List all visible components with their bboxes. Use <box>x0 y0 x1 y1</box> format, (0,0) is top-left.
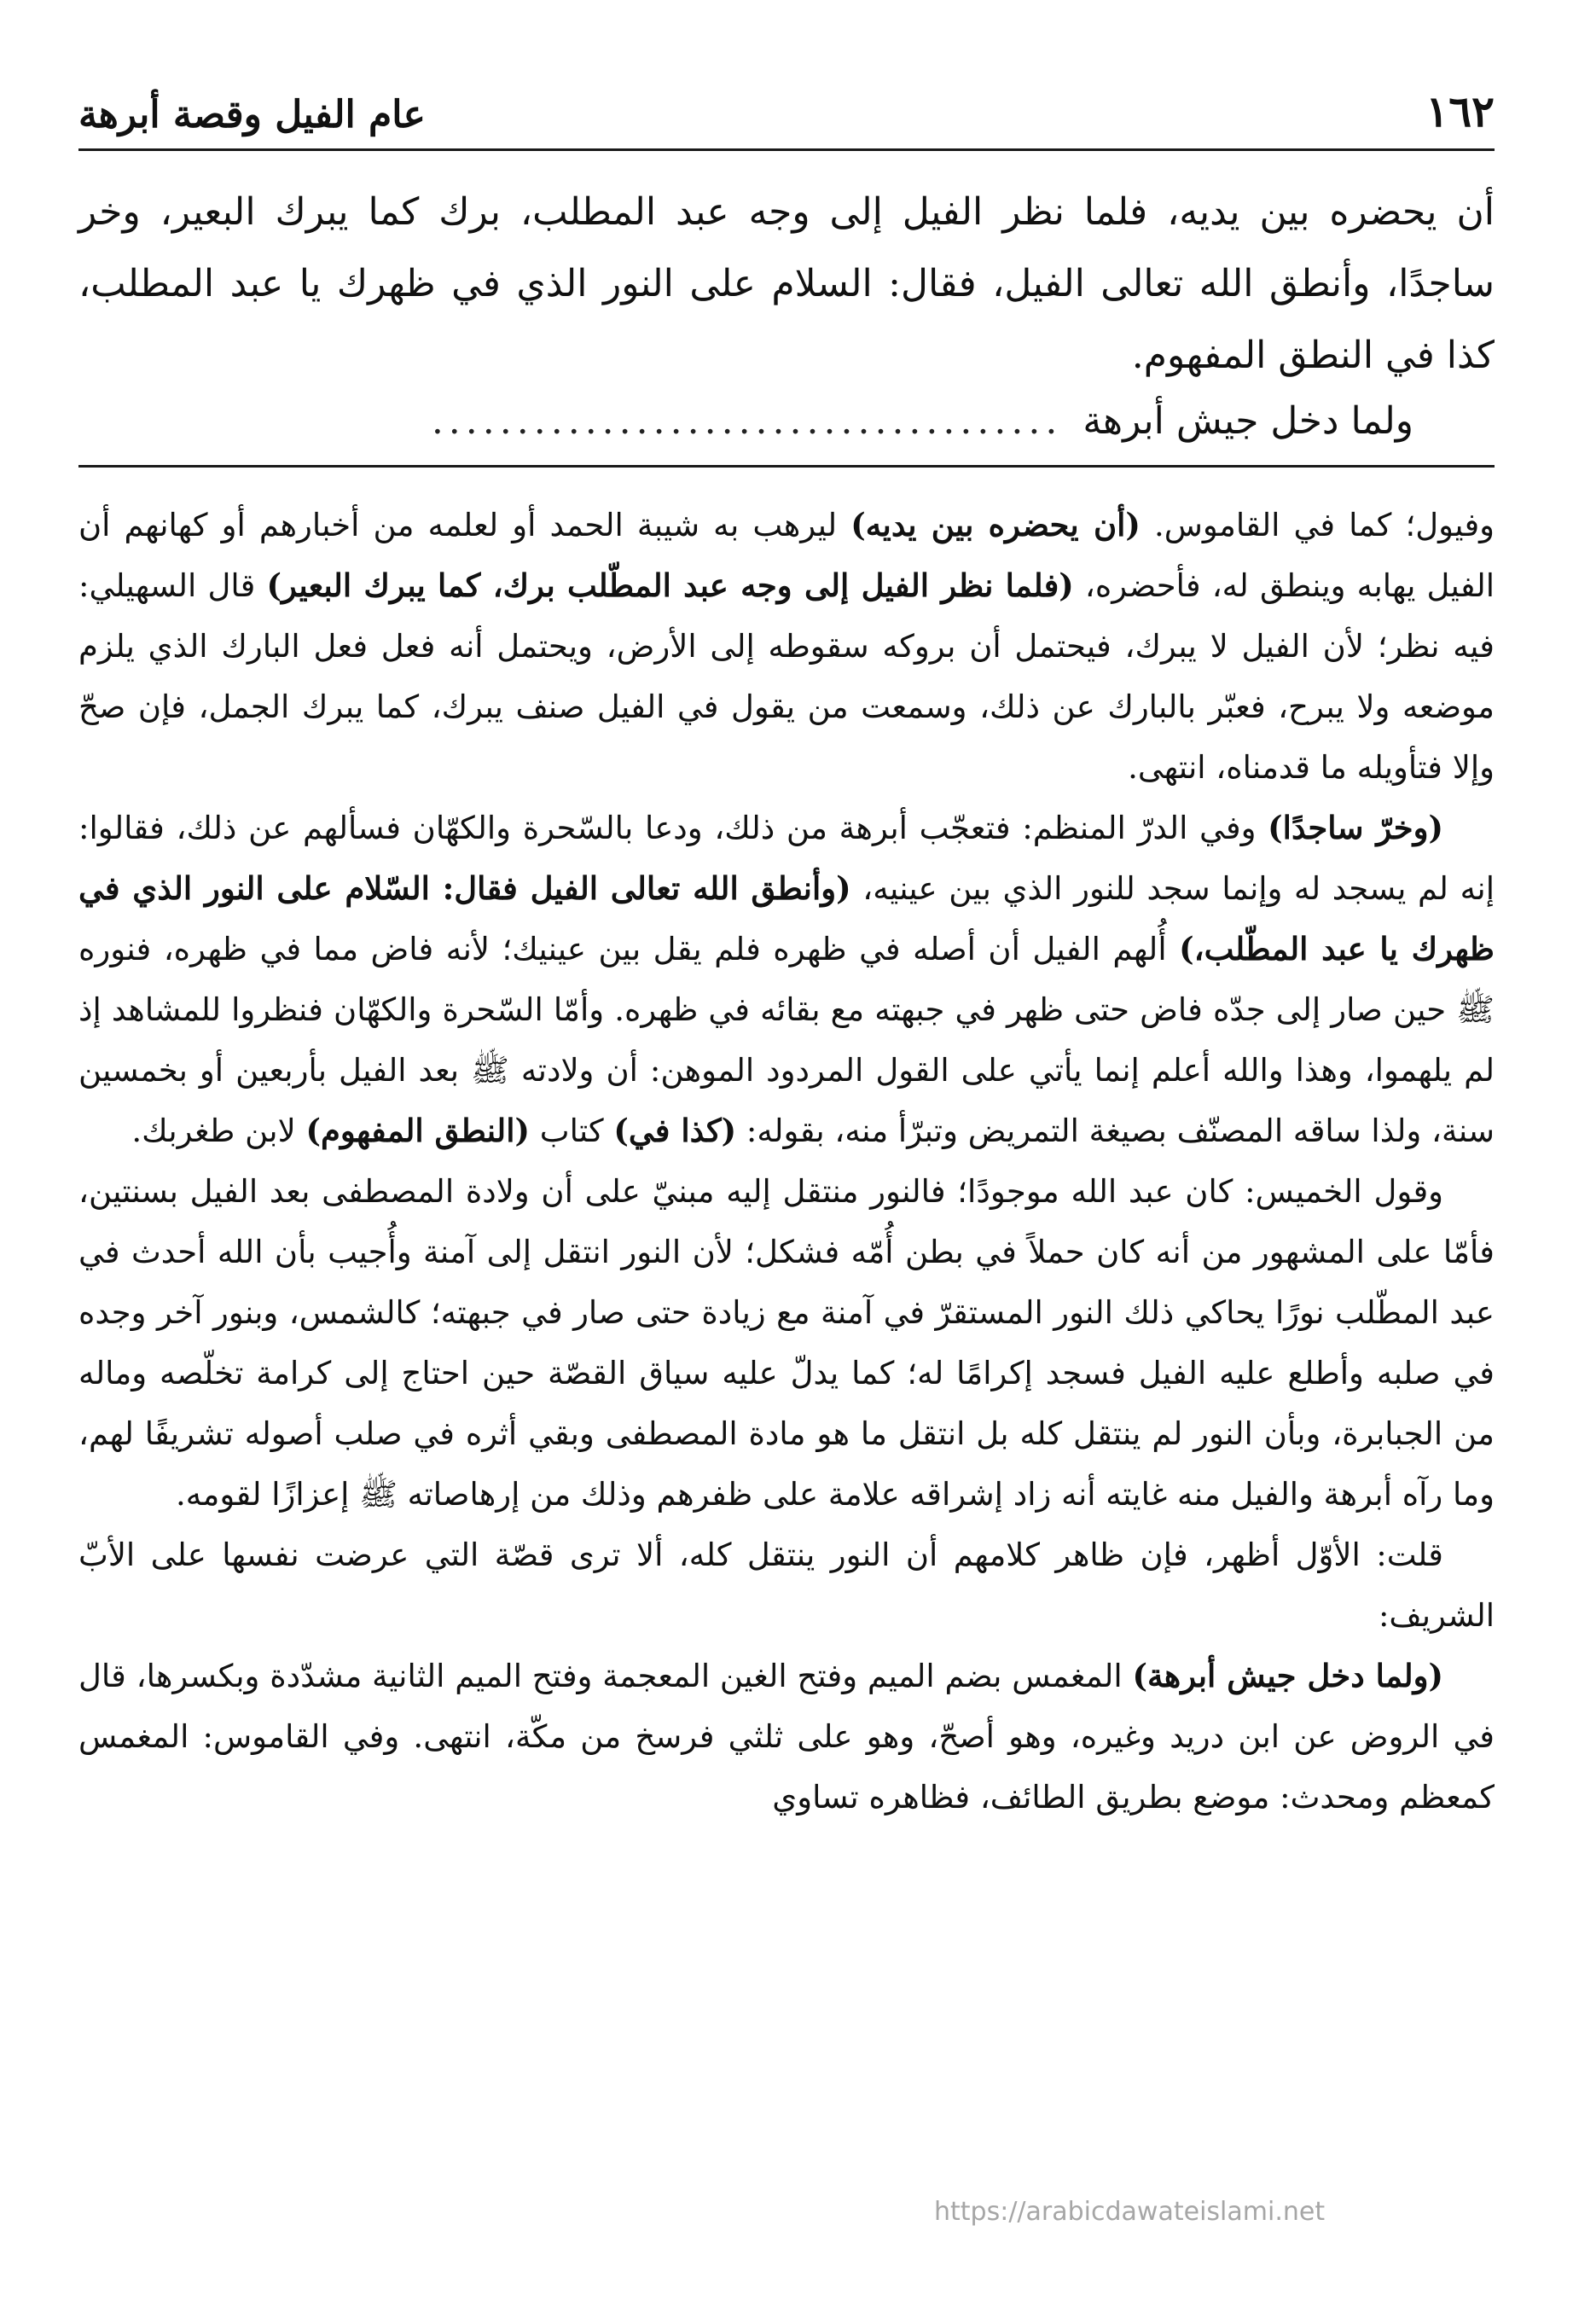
commentary-text: ليرهب به شيبة الحمد أو لعلمه من أخبارهم أو كهانهم أن الفيل يهابه وينطق له، فأحضره، <box>78 507 1495 604</box>
quoted-matn-phrase: (وخرّ ساجدًا) <box>1268 809 1443 846</box>
commentary-text: لابن طغربك. <box>131 1113 306 1149</box>
commentary-paragraph <box>78 495 1495 798</box>
commentary-text: قلت: الأوّل أظهر، فإن ظاهر كلامهم أن النور ينتقل كله، ألا ترى قصّة التي عرضت نفسها على الأبّ الشريف: <box>78 1537 1495 1634</box>
page-number: ١٦٢ <box>1425 86 1495 137</box>
continuation-line <box>78 392 1495 451</box>
commentary-paragraph <box>78 1646 1495 1827</box>
commentary <box>78 495 1495 1827</box>
quoted-matn-phrase: (أن يحضره بين يديه) <box>850 506 1141 543</box>
book-page <box>78 77 1495 1827</box>
commentary-paragraph <box>78 798 1495 1161</box>
header-rule <box>78 148 1495 151</box>
commentary-text: أُلهم الفيل أن أصله في ظهره فلم يقل بين عينيك؛ لأنه فاض مما في ظهره، فنوره ﷺ حين صار إلى جدّه فاض حتى ظهر في جبهته مع بقائه في ظهره. وأمّا السّحرة والكهّان فنظروا للمشاهد إذ لم يلهموا، وهذا والله أعلم إنما يأتي على القول المردود الموهن: أن ولادته ﷺ بعد الفيل بأربعين أو بخمسين سنة، ولذا ساقه المصنّف بصيغة التمريض وتبرّأ منه، بقوله: <box>78 931 1495 1149</box>
continuation-text: ولما دخل جيش أبرهة <box>1083 399 1413 443</box>
commentary-paragraph <box>78 1525 1495 1646</box>
quoted-matn-phrase: (ولما دخل جيش أبرهة) <box>1132 1657 1443 1694</box>
quoted-matn-phrase: (كذا في) <box>613 1112 737 1149</box>
page-header <box>78 77 1495 137</box>
commentary-paragraph <box>78 1161 1495 1525</box>
commentary-text: قال السهيلي: فيه نظر؛ لأن الفيل لا يبرك، فيحتمل أن بروكه سقوطه إلى الأرض، ويحتمل أنه فعل فعل البارك الذي يلزم موضعه ولا يبرح، فعبّر بالبارك عن ذلك، وسمعت من يقول في الفيل صنف يبرك، كما يبرك الجمل، فإن صحّ وإلا فتأويله ما قدمناه، انتهى. <box>78 567 1495 786</box>
commentary-text: وقول الخميس: كان عبد الله موجودًا؛ فالنور منتقل إليه مبنيّ على أن ولادة المصطفى بعد الفيل بسنتين، فأمّا على المشهور من أنه كان حملاً في بطن أُمّه فشكل؛ لأن النور انتقل إلى آمنة وأُجيب بأن الله أحدث في عبد المطّلب نورًا يحاكي ذلك النور المستقرّ في آمنة مع زيادة حتى صار في جبهته؛ كالشمس، وبنور آخر وجده في صلبه وأطلع عليه الفيل فسجد إكرامًا له؛ كما يدلّ عليه سياق القصّة حين احتاج إلى كرامة تخلّصه وماله من الجبابرة، وبأن النور لم ينتقل كله بل انتقل ما هو مادة المصطفى وبقي أثره في صلب أصوله تشريفًا لهم، وما رآه أبرهة والفيل منه غايته أنه زاد إشراقه علامة على ظفرهم وذلك من إرهاصاته ﷺ إعزازًا لقومه. <box>78 1173 1495 1513</box>
section-divider <box>78 465 1495 468</box>
main-text-paragraph: أن يحضره بين يديه، فلما نظر الفيل إلى وجه عبد المطلب، برك كما يبرك البعير، وخر ساجدًا، وأنطق الله تعالى الفيل، فقال: السلام على النور الذي في ظهرك يا عبد المطلب، كذا في النطق المفهوم. <box>78 190 1495 377</box>
commentary-text: كتاب <box>530 1113 614 1149</box>
continuation-dots: ..................................... <box>431 399 1063 443</box>
commentary-text: وفيول؛ كما في القاموس. <box>1140 507 1495 543</box>
commentary-text: وفي الدرّ المنظم: فتعجّب أبرهة من ذلك، ودعا بالسّحرة والكهّان فسألهم عن ذلك، فقالوا: إنه لم يسجد له وإنما سجد للنور الذي بين عينيه، <box>78 810 1495 907</box>
main-text <box>78 177 1495 392</box>
quoted-matn-phrase: (وأنطق الله تعالى الفيل فقال: السّلام على النور الذي في ظهرك يا عبد المطّلب،) <box>78 869 1495 967</box>
quoted-matn-phrase: (فلما نظر الفيل إلى وجه عبد المطّلب برك، كما يبرك البعير) <box>266 566 1074 604</box>
quoted-matn-phrase: (النطق المفهوم) <box>305 1112 530 1149</box>
commentary-text: المغمس بضم الميم وفتح الغين المعجمة وفتح الميم الثانية مشدّدة وبكسرها، قال في الروض عن ابن دريد وغيره، وهو أصحّ، وهو على ثلثي فرسخ من مكّة، انتهى. وفي القاموس: المغمس كمعظم ومحدث: موضع بطريق الطائف، فظاهره تساوي <box>78 1658 1495 1816</box>
watermark-url: https://arabicdawateislami.net <box>934 2197 1326 2227</box>
running-title: عام الفيل وقصة أبرهة <box>78 93 426 137</box>
